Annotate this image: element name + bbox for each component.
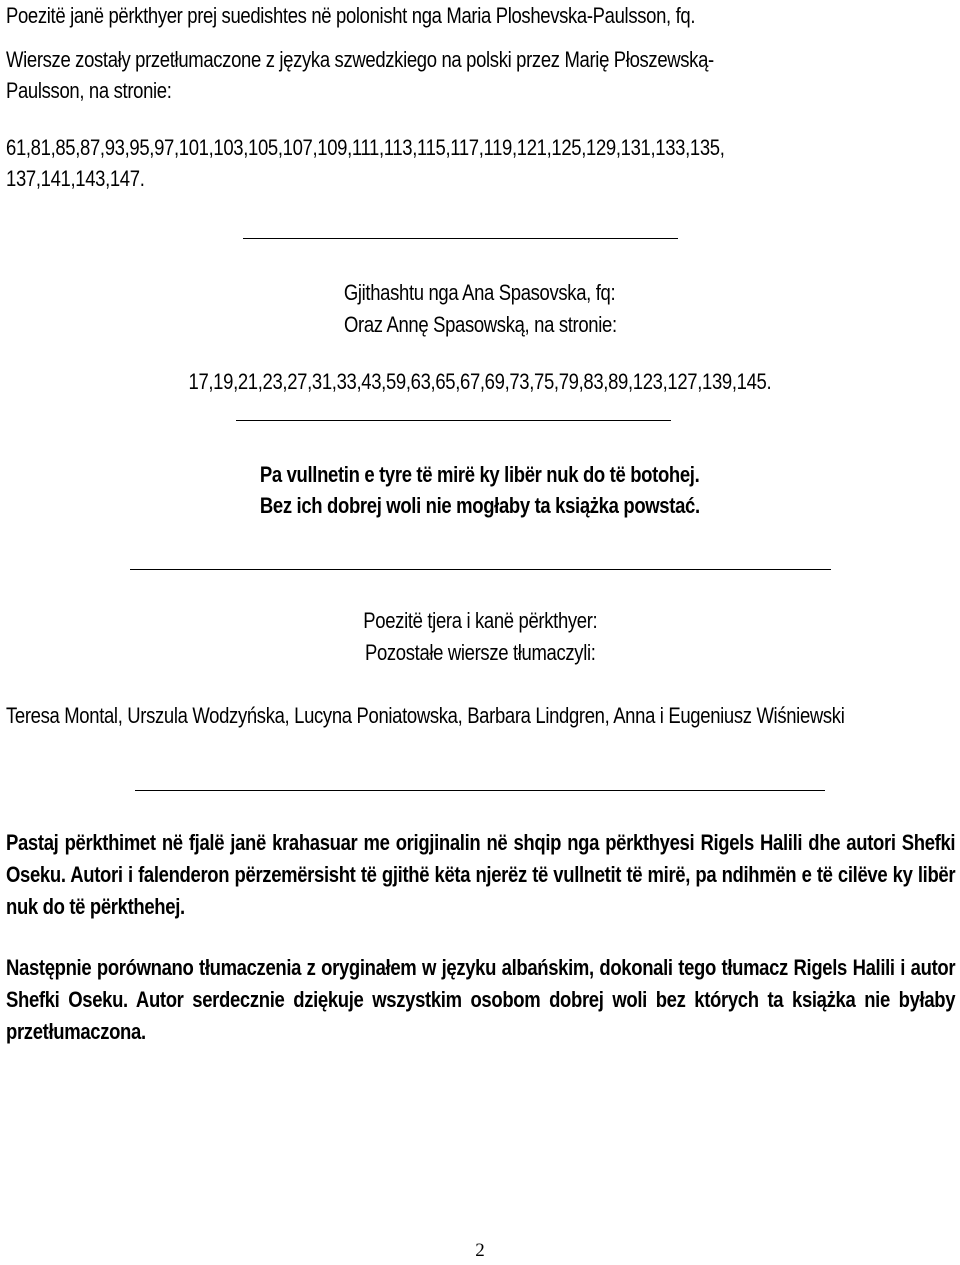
divider-4 [135, 790, 825, 791]
page-list-2: 17,19,21,23,27,31,33,43,59,63,65,67,69,73,75,79,83,89,123,127,139,145. [188, 369, 772, 394]
page-list-1-line-1: 61,81,85,87,93,95,97,101,103,105,107,109,111,113,115,117,119,121,125,129,131,133,135, [6, 135, 725, 160]
divider-2 [236, 420, 671, 421]
goodwill-line-2: Bez ich dobrej woli nie mogłaby ta książka powstać. [260, 493, 700, 518]
intro-line-3: Paulsson, na stronie: [6, 78, 172, 103]
others-line-1: Poezitë tjera i kanë përkthyer: [362, 608, 598, 633]
goodwill-line-1: Pa vullnetin e tyre të mirë ky libër nuk do të botohej. [260, 462, 700, 487]
divider-1 [243, 238, 678, 239]
spasovska-line-2: Oraz Annę Spasowską, na stronie: [343, 312, 617, 337]
others-line-2: Pozostałe wiersze tłumaczyli: [364, 640, 596, 665]
intro-line-2: Wiersze zostały przetłumaczone z języka szwedzkiego na polski przez Marię Płoszewską- [6, 47, 714, 72]
page-number: 2 [475, 1240, 485, 1261]
comparison-paragraph-polish: Następnie porównano tłumaczenia z oryginałem w języku albańskim, dokonali tego tłumacz Rigels Halili i autor Shefki Oseku. Autor serdecznie dziękuje wszystkim osobom dobrej woli bez których ta książka nie byłaby przetłumaczona. [6, 955, 956, 1044]
comparison-paragraph-albanian: Pastaj përkthimet në fjalë janë krahasuar me origjinalin në shqip nga përkthyesi Rigels Halili dhe autori Shefki Oseku. Autori i falenderon përzemërsisht të gjithë këta njerëz të vullnetit të mirë, pa ndihmën e të cilëve ky libër nuk do të përkthehej. [6, 830, 956, 919]
intro-line-1: Poezitë janë përkthyer prej suedishtes në polonisht nga Maria Ploshevska-Paulsson, fq. [6, 3, 696, 28]
divider-3 [130, 569, 831, 570]
spasovska-line-1: Gjithashtu nga Ana Spasovska, fq: [344, 280, 616, 305]
page-list-1-line-2: 137,141,143,147. [6, 166, 145, 191]
translator-names: Teresa Montal, Urszula Wodzyńska, Lucyna Poniatowska, Barbara Lindgren, Anna i Eugeniusz Wiśniewski [6, 703, 845, 728]
